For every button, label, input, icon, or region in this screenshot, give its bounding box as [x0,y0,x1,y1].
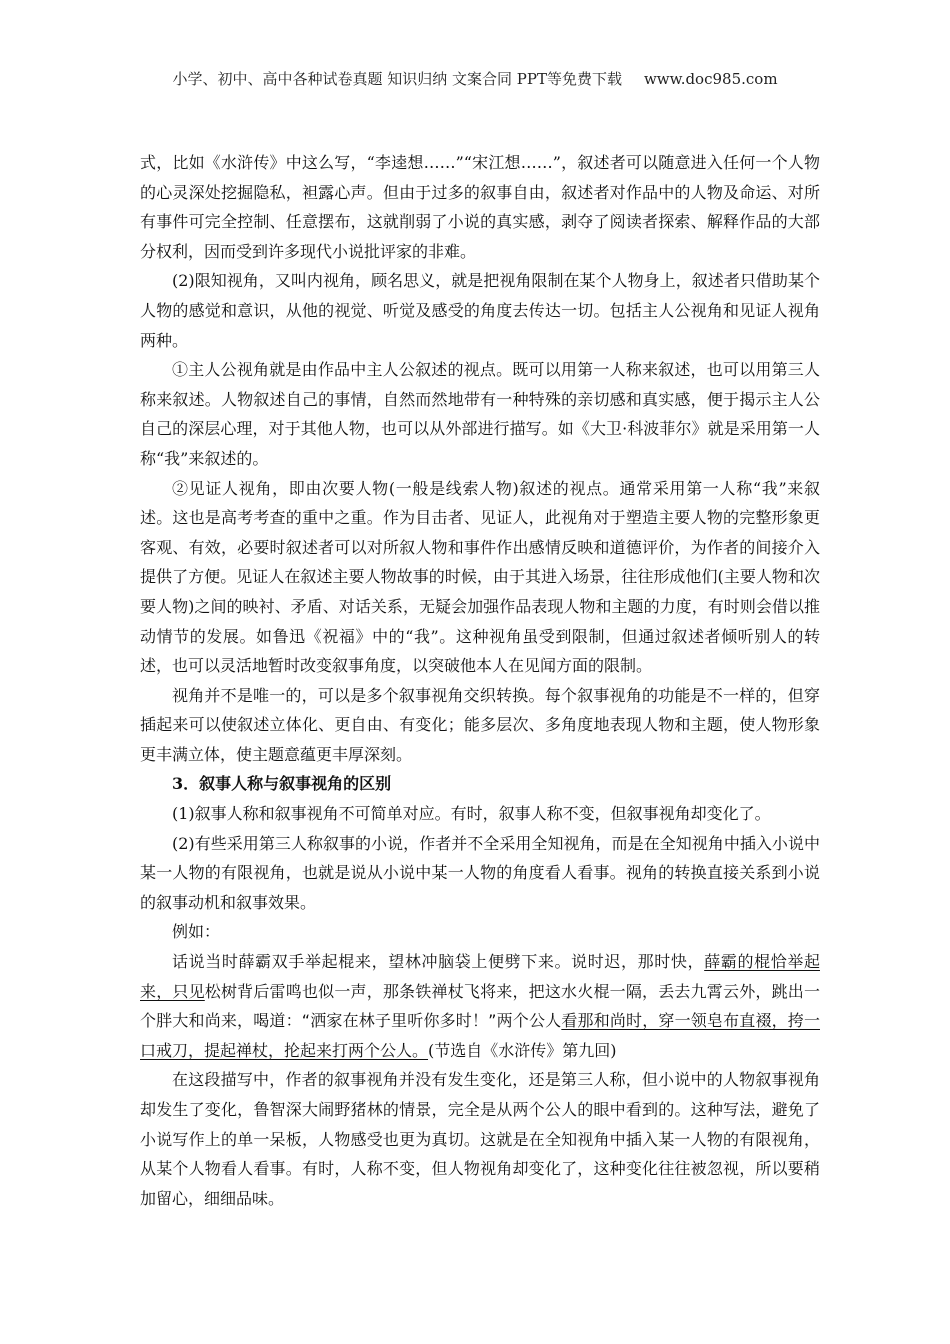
document-body [140,148,820,1213]
example-source: (节选自《水浒传》第九回) [428,1040,617,1060]
example-part-1: 话说当时薛霸双手举起棍来，望林冲脑袋上便劈下来。说时迟，那时快， [172,952,705,972]
header-site: www.doc985.com [643,70,778,88]
section-heading-3: 3．叙事人称与叙事视角的区别 [172,774,392,794]
paragraph-protagonist-view: ①主人公视角就是由作品中主人公叙述的视点。既可以用第一人称来叙述，也可以用第三人称来叙述。人物叙述自己的事情，自然而然地带有一种特殊的亲切感和真实感，便于揭示主人公自己的深层心理，对于其他人物，也可以从外部进行描写。如《大卫·科波菲尔》就是采用第一人称“我”来叙述的。 [140,360,820,468]
paragraph-difference-1: (1)叙事人称和叙事视角不可简单对应。有时，叙事人称不变，但叙事视角却变化了。 [172,804,771,824]
example-underlined-1: 薛霸的棍恰举起来，只见 [140,952,820,1001]
example-excerpt [140,947,820,1065]
header-text: 小学、初中、高中各种试卷真题 知识归纳 文案合同 PPT等免费下载 [172,70,622,88]
paragraph-omniscient-cont: 式，比如《水浒传》中这么写，“李逵想……”“宋江想……”，叙述者可以随意进入任何一个人物的心灵深处挖掘隐私，袒露心声。但由于过多的叙事自由，叙述者对作品中的人物及命运、对所有事件可完全控制、任意摆布，这就削弱了小说的真实感，剥夺了阅读者探索、解释作品的大部分权利，因而受到许多现代小说批评家的非难。 [140,153,820,261]
paragraph-witness-view: ②见证人视角，即由次要人物(一般是线索人物)叙述的视点。通常采用第一人称“我”来叙述。这也是高考考查的重中之重。作为目击者、见证人，此视角对于塑造主要人物的完整形象更客观、有效，必要时叙述者可以对所叙人物和事件作出感情反映和道德评价，为作者的间接介入提供了方便。见证人在叙述主要人物故事的时候，由于其进入场景，往往形成他们(主要人物和次要人物)之间的映衬、矛盾、对话关系，无疑会加强作品表现人物和主题的力度，有时则会借以推动情节的发展。如鲁迅《祝福》中的“我”。这种视角虽受到限制，但通过叙述者倾听别人的转述，也可以灵活地暂时改变叙事角度，以突破他本人在见闻方面的限制。 [140,478,820,676]
example-label: 例如： [172,922,221,942]
example-underlined-2: 看那和尚时，穿一领皂布直裰，挎一口戒刀，提起禅杖，抡起来打两个公人。 [140,1011,820,1060]
paragraph-limited-view: (2)限知视角，又叫内视角，顾名思义，就是把视角限制在某个人物身上，叙述者只借助某个人物的感觉和意识，从他的视觉、听觉及感受的角度去传达一切。包括主人公视角和见证人视角两种。 [140,271,820,350]
paragraph-multiple-views: 视角并不是唯一的，可以是多个叙事视角交织转换。每个叙事视角的功能是不一样的，但穿插起来可以使叙述立体化、更自由、有变化；能多层次、多角度地表现人物和主题，使人物形象更丰满立体，使主题意蕴更丰厚深刻。 [140,685,820,764]
paragraph-difference-2: (2)有些采用第三人称叙事的小说，作者并不全采用全知视角，而是在全知视角中插入小说中某一人物的有限视角，也就是说从小说中某一人物的角度看人看事。视角的转换直接关系到小说的叙事动机和叙事效果。 [140,833,820,912]
example-part-2: 松树背后雷鸣也似一声，那条铁禅杖飞将来，把这水火棍一隔，丢去九霄云外，跳出一个胖大和尚来，喝道：“洒家在林子里听你多时！”两个公人 [140,981,820,1031]
paragraph-analysis: 在这段描写中，作者的叙事视角并没有发生变化，还是第三人称，但小说中的人物叙事视角却发生了变化，鲁智深大闹野猪林的情景，完全是从两个公人的眼中看到的。这种写法，避免了小说写作上的单一呆板，人物感受也更为真切。这就是在全知视角中插入某一人物的有限视角，从某个人物看人看事。有时，人称不变，但人物视角却变化了，这种变化往往被忽视，所以要稍加留心，细细品味。 [140,1070,820,1208]
page-header [0,68,950,89]
